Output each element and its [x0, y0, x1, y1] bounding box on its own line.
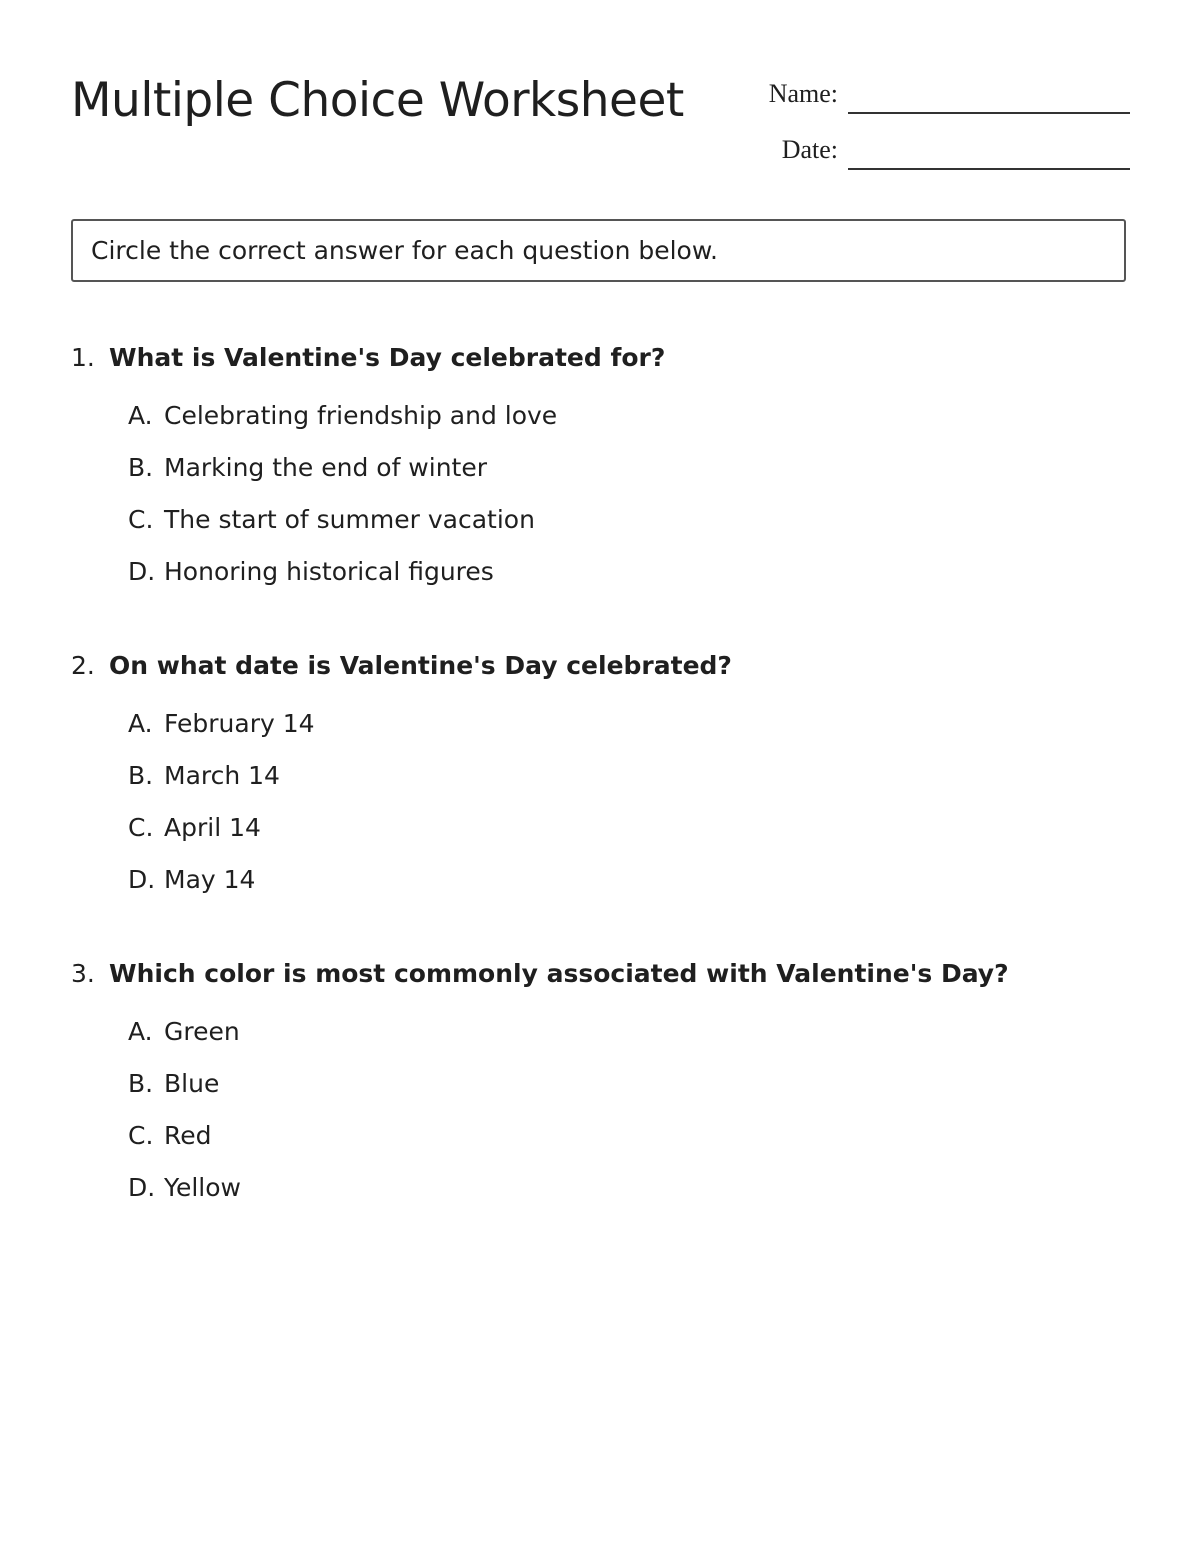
- option-letter: A.: [128, 401, 153, 430]
- option-text: Blue: [164, 1069, 220, 1098]
- option-text: Green: [164, 1017, 240, 1046]
- option-text: March 14: [164, 761, 280, 790]
- option-letter: A.: [128, 1017, 153, 1046]
- answer-option-b[interactable]: [71, 450, 1131, 502]
- option-text: Red: [164, 1121, 212, 1150]
- answer-option-a[interactable]: [71, 398, 1131, 450]
- answer-option-d[interactable]: [71, 1170, 1131, 1222]
- date-blank-line[interactable]: [848, 168, 1130, 170]
- answer-option-b[interactable]: [71, 758, 1131, 810]
- question-text: On what date is Valentine's Day celebrated?: [109, 651, 732, 680]
- instructions-text: Circle the correct answer for each question below.: [91, 236, 718, 265]
- option-letter: B.: [128, 1069, 154, 1098]
- option-letter: C.: [128, 1121, 154, 1150]
- option-text: April 14: [164, 813, 261, 842]
- name-blank-line[interactable]: [848, 112, 1130, 114]
- option-text: The start of summer vacation: [164, 505, 535, 534]
- option-letter: D.: [128, 557, 156, 586]
- question-2: [71, 646, 1131, 914]
- question-number: 3.: [71, 959, 95, 988]
- answer-option-c[interactable]: [71, 502, 1131, 554]
- option-text: Honoring historical figures: [164, 557, 494, 586]
- instructions-box: [71, 219, 1126, 282]
- answer-option-b[interactable]: [71, 1066, 1131, 1118]
- option-text: May 14: [164, 865, 256, 894]
- answer-option-d[interactable]: [71, 862, 1131, 914]
- date-label: Date:: [781, 135, 838, 164]
- answer-option-c[interactable]: [71, 810, 1131, 862]
- option-letter: C.: [128, 813, 154, 842]
- answer-option-a[interactable]: [71, 1014, 1131, 1066]
- option-letter: D.: [128, 865, 156, 894]
- question-text: What is Valentine's Day celebrated for?: [109, 343, 666, 372]
- option-letter: D.: [128, 1173, 156, 1202]
- question-number: 2.: [71, 651, 95, 680]
- option-text: Celebrating friendship and love: [164, 401, 558, 430]
- option-letter: A.: [128, 709, 153, 738]
- question-header: [71, 954, 1131, 994]
- name-row: [740, 78, 1130, 118]
- option-text: Yellow: [164, 1173, 241, 1202]
- question-text: Which color is most commonly associated with Valentine's Day?: [109, 959, 1009, 988]
- date-row: [740, 134, 1130, 174]
- option-text: February 14: [164, 709, 315, 738]
- answer-options: [71, 1014, 1131, 1222]
- answer-option-d[interactable]: [71, 554, 1131, 606]
- option-text: Marking the end of winter: [164, 453, 488, 482]
- option-letter: B.: [128, 761, 154, 790]
- question-header: [71, 646, 1131, 686]
- answer-options: [71, 706, 1131, 914]
- answer-options: [71, 398, 1131, 606]
- question-3: [71, 954, 1131, 1222]
- question-header: [71, 338, 1131, 378]
- answer-option-a[interactable]: [71, 706, 1131, 758]
- answer-option-c[interactable]: [71, 1118, 1131, 1170]
- page-title: Multiple Choice Worksheet: [71, 73, 684, 128]
- option-letter: C.: [128, 505, 154, 534]
- question-number: 1.: [71, 343, 95, 372]
- question-1: [71, 338, 1131, 606]
- name-label: Name:: [768, 79, 838, 108]
- option-letter: B.: [128, 453, 154, 482]
